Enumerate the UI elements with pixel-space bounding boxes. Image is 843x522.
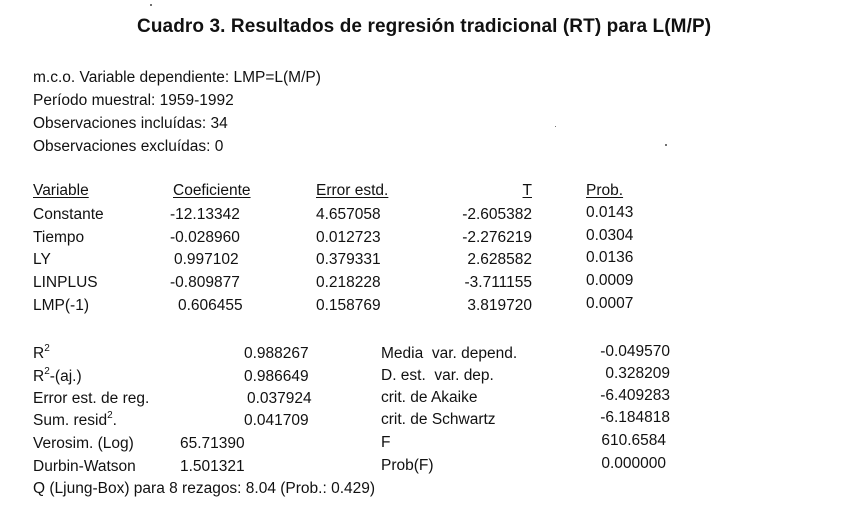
- column-header-t: T: [522, 182, 532, 199]
- table-title: Cuadro 3. Resultados de regresión tradicional (RT) para L(M/P): [137, 16, 712, 37]
- stat-value-durbin-watson: 1.501321: [180, 458, 245, 475]
- scan-speck: [665, 144, 667, 146]
- stat-value-sd-dep: 0.328209: [605, 365, 670, 382]
- table-cell: -3.711155: [464, 274, 532, 291]
- table-cell: -2.605382: [462, 206, 532, 223]
- stat-value-se-reg: 0.037924: [247, 390, 312, 407]
- header-line-period: Período muestral: 1959-1992: [33, 92, 234, 109]
- table-cell: 0.379331: [316, 251, 381, 268]
- table-cell: -0.809877: [170, 274, 240, 291]
- table-cell: 0.0007: [586, 295, 634, 312]
- column-header-coeficiente: Coeficiente: [173, 182, 251, 199]
- header-line-excluded: Observaciones excluídas: 0: [33, 138, 224, 155]
- column-header-variable: Variable: [33, 182, 89, 199]
- scan-speck: [555, 126, 556, 127]
- stat-label-f: F: [381, 434, 391, 451]
- table-cell: -2.276219: [462, 229, 532, 246]
- table-cell: 3.819720: [467, 297, 532, 314]
- stat-label-mean-dep: Media var. depend.: [381, 345, 518, 362]
- stat-label-akaike: crit. de Akaike: [381, 389, 478, 406]
- column-header-error: Error estd.: [316, 182, 389, 199]
- stat-label-loglik: Verosim. (Log): [33, 435, 134, 452]
- table-cell: 0.606455: [178, 297, 243, 314]
- stat-label-se-reg: Error est. de reg.: [33, 390, 150, 407]
- stat-value-prob-f: 0.000000: [601, 455, 666, 472]
- table-cell: 4.657058: [316, 206, 381, 223]
- table-cell: 0.0304: [586, 227, 634, 244]
- table-cell: Tiempo: [33, 229, 85, 246]
- ljung-box-footer: Q (Ljung-Box) para 8 rezagos: 8.04 (Prob.: 0.429): [33, 480, 376, 497]
- table-cell: 0.218228: [316, 274, 381, 291]
- table-cell: 0.158769: [316, 297, 381, 314]
- stat-label-ssr: Sum. resid$^2$.: [33, 409, 117, 429]
- table-cell: LINPLUS: [33, 274, 98, 291]
- scan-speck: [150, 4, 152, 6]
- stat-label-durbin-watson: Durbin-Watson: [33, 458, 136, 475]
- table-cell: 2.628582: [467, 251, 532, 268]
- header-line-included: Observaciones incluídas: 34: [33, 115, 228, 132]
- table-cell: Constante: [33, 206, 104, 223]
- stat-label-r2: $R^2$: [33, 342, 50, 362]
- table-cell: LY: [33, 251, 51, 268]
- stat-value-akaike: -6.409283: [600, 387, 670, 404]
- stat-label-r2-adj: $R^2-(aj.)$: [33, 365, 82, 385]
- stat-label-sd-dep: D. est. var. dep.: [381, 367, 494, 384]
- stat-value-schwartz: -6.184818: [600, 409, 670, 426]
- stat-value-r2: 0.988267: [244, 345, 309, 362]
- stat-value-loglik: 65.71390: [180, 435, 245, 452]
- stat-value-ssr: 0.041709: [244, 412, 309, 429]
- header-line-model: m.c.o. Variable dependiente: LMP=L(M/P): [33, 69, 321, 86]
- stat-value-r2-adj: 0.986649: [244, 368, 309, 385]
- table-cell: 0.0009: [586, 272, 634, 289]
- table-cell: LMP(-1): [33, 297, 89, 314]
- table-cell: 0.012723: [316, 229, 381, 246]
- stat-label-schwartz: crit. de Schwartz: [381, 411, 496, 428]
- table-cell: 0.997102: [174, 251, 239, 268]
- table-cell: 0.0143: [586, 204, 634, 221]
- column-header-prob: Prob.: [586, 182, 624, 199]
- table-cell: 0.0136: [586, 249, 634, 266]
- table-cell: -0.028960: [170, 229, 240, 246]
- stat-value-mean-dep: -0.049570: [600, 343, 670, 360]
- stat-value-f: 610.6584: [601, 432, 666, 449]
- stat-label-prob-f: Prob(F): [381, 457, 434, 474]
- table-cell: -12.13342: [170, 206, 240, 223]
